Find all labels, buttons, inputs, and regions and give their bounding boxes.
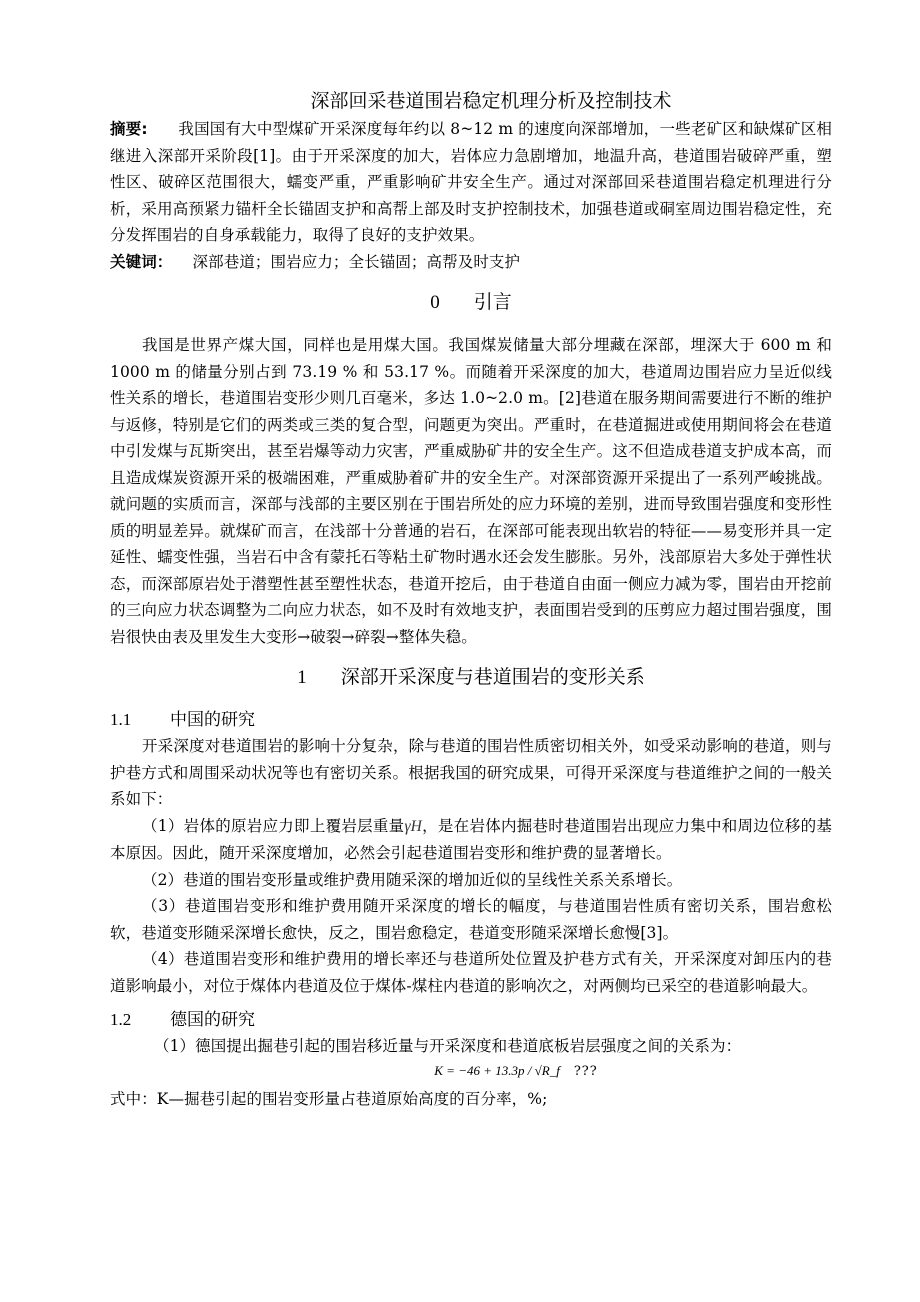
section-1-number: 1 [297,667,307,688]
abstract-label: 摘要 [110,120,142,138]
section-0-heading [110,287,832,318]
german-item-1: （1）德国提出掘巷引起的围岩移近量与开采深度和巷道底板岩层强度之间的关系为： [154,1037,742,1055]
subsection-1-1-heading [110,707,832,733]
abstract-text: 我国国有大中型煤矿开采深度每年约以 8~12 m 的速度向深部增加，一些老矿区和缺煤矿区相继进入深部开采阶段[1]。由于开采深度的加大，岩体应力急剧增加，地温升高，巷道围岩破碎严重，塑性区、破碎区范围很大，蠕变严重，严重影响矿井安全生产。通过对深部回采巷道围岩稳定机理进行分析，采用高预紧力锚杆全长锚固支护和高帮上部及时支护控制技术，加强巷道或硐室周边围岩稳定性，充分发挥围岩的自身承载能力，取得了良好的支护效果。 [110,120,833,244]
document-title: 深部回采巷道围岩稳定机理分析及控制技术 [310,90,672,112]
abstract [110,116,832,249]
list-item-1-text-b: ，是在岩体内掘巷时巷道围岩出现应力集中和周边位移的基本原因。因此，随开采深度增加，必然会引起巷道围岩变形和维护费的显著增长。 [110,816,832,862]
subsection-1-1-number: 1.1 [110,710,132,729]
list-item-1-text-a: （1）岩体的原岩应力即上覆岩层重量 [142,816,405,835]
list-item-2: （2）巷道的围岩变形量或维护费用随采深的增加近似的呈线性关系关系增长。 [142,870,683,889]
list-item-1 [110,813,832,867]
section-1-heading [110,662,832,693]
section-0-title: 引言 [473,291,512,313]
keywords-label: 关键词： [110,252,173,271]
list-item-3: （3）巷道围岩变形和维护费用随开采深度的增长的幅度，与巷道围岩性质有密切关系，围岩愈松软，巷道变形随采深增长愈快，反之，围岩愈稳定，巷道变形随采深增长愈慢[3]。 [110,897,832,942]
section-0-paragraph: 我国是世界产煤大国，同样也是用煤大国。我国煤炭储量大部分埋藏在深部，埋深大于 600 m 和 1000 m 的储量分别占到 73.19 % 和 53.17 %。而随着开采深度的加大，巷道周边围岩应力呈近似线性关系的增长，巷道围岩变形少则几百毫米，多达 1.0~2.0 m。[2]巷道在服务期间需要进行不断的维护与返修，特别是它们的两类或三类的复合型，问题更为突出。严重时，在巷道掘进或使用期间将会在巷道中引发煤与瓦斯突出，甚至岩爆等动力灾害，严重威胁矿井的安全生产。这不但造成巷道支护成本高，而且造成煤炭资源开采的极端困难，严重威胁着矿井的安全生产。对深部资源开采提出了一系列严峻挑战。就问题的实质而言，深部与浅部的主要区别在于围岩所处的应力环境的差别，进而导致围岩强度和变形性质的明显差异。就煤矿而言，在浅部十分普通的岩石，在深部可能表现出软岩的特征——易变形并具一定延性、蠕变性强，当岩石中含有蒙托石等粘土矿物时遇水还会发生膨胀。另外，浅部原岩大多处于弹性状态，而深部原岩处于潜塑性甚至塑性状态，巷道开挖后，由于巷道自由面一侧应力减为零，围岩由开挖前的三向应力状态调整为二向应力状态，如不及时有效地支护，表面围岩受到的压剪应力超过围岩强度，围岩很快由表及里发生大变形→破裂→碎裂→整体失稳。 [110,336,832,646]
subsection-1-2-number: 1.2 [110,1010,132,1029]
formula-where-clause: 式中：K—掘巷引起的围岩变形量占巷道原始高度的百分率，%; [110,1089,548,1108]
abstract-label-sep: : [141,120,148,138]
deformation-formula: K = −46 + 13.3p / √R_f [434,1062,560,1078]
keywords-text: 深部巷道；围岩应力；全长锚固；高帮及时支护 [192,252,521,271]
subsection-1-1-title: 中国的研究 [170,710,255,730]
formula-row [110,1060,832,1086]
section-1-title: 深部开采深度与巷道围岩的变形关系 [340,666,645,688]
subsection-1-1-intro: 开采深度对巷道围岩的影响十分复杂，除与巷道的围岩性质密切相关外，如受采动影响的巷道，则与护巷方式和周围采动状况等也有密切关系。根据我国的研究成果，可得开采深度与巷道维护之间的一般关系如下： [110,737,832,808]
section-0-number: 0 [430,292,440,313]
document-page [110,88,832,1112]
list-item-4: （4）巷道围岩变形和维护费用的增长率还与巷道所处位置及护巷方式有关，开采深度对卸压内的巷道影响最小，对位于煤体内巷道及位于煤体-煤柱内巷道的影响次之，对两侧均已采空的巷道影响最大。 [110,950,832,995]
gamma-h-formula: γH [404,817,422,835]
formula-mark: ??? [573,1063,598,1079]
keywords [110,249,832,276]
subsection-1-2-heading [110,1007,832,1033]
subsection-1-2-title: 德国的研究 [170,1010,255,1030]
